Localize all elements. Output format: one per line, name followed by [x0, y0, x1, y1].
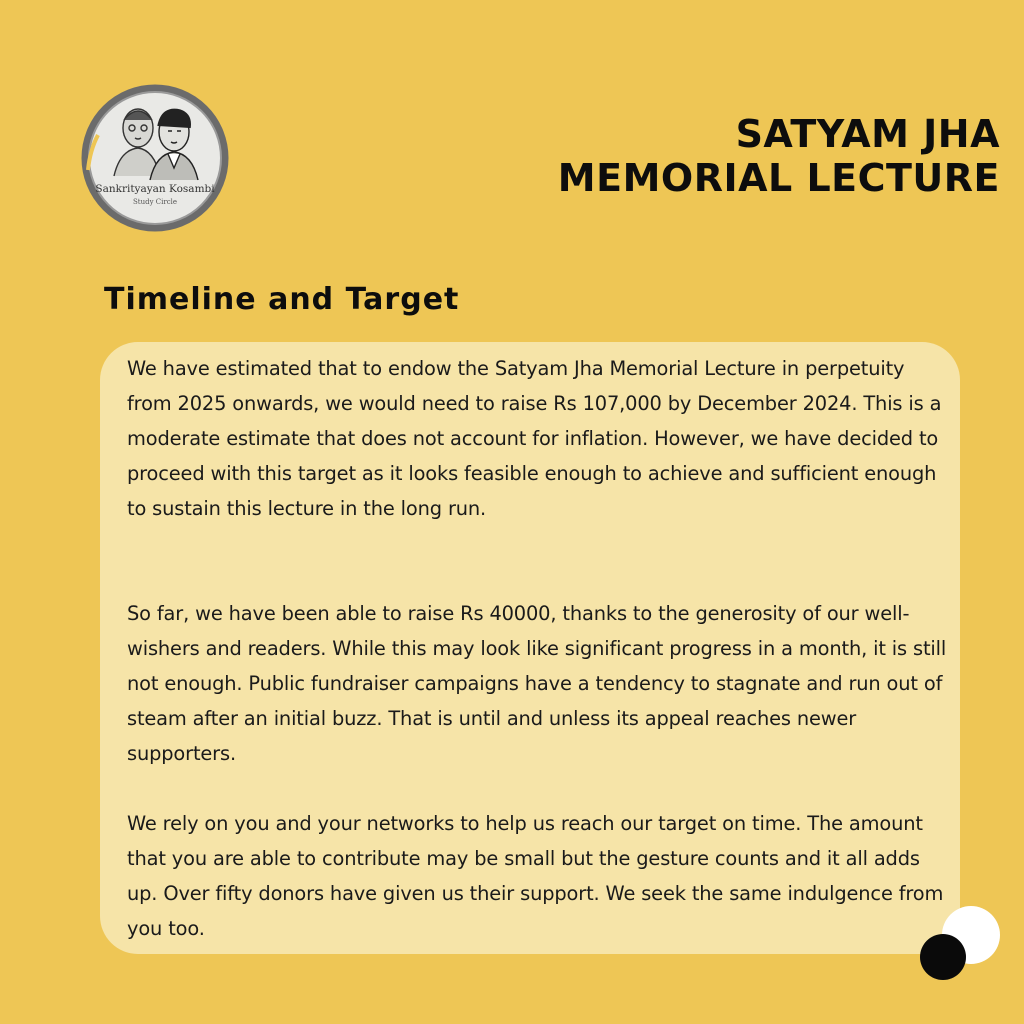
page-title-line1: SATYAM JHA — [735, 112, 1000, 156]
logo-subtext: Study Circle — [132, 198, 178, 206]
logo-text: Sankrityayan Kosambi — [95, 183, 215, 195]
page-title-line2: MEMORIAL LECTURE — [557, 156, 1000, 200]
content-card — [100, 342, 960, 954]
paragraph-progress: So far, we have been able to raise Rs 40000, thanks to the generosity of our well-wishers and readers. While this may look like significant progress in a month, it is still not enough. Public fundraiser campaigns have a tendency to stagnate and run out of steam after an initial buzz. That is until and unless its appeal reaches newer supporters. — [127, 602, 947, 765]
decorative-black-circle — [920, 934, 966, 980]
section-title: Timeline and Target — [104, 282, 460, 317]
paragraph-appeal: We rely on you and your networks to help us reach our target on time. The amount that you are able to contribute may be small but the gesture counts and it all adds up. Over fifty donors have given us their support. We seek the same indulgence from you too. — [127, 812, 944, 940]
page-title — [558, 112, 1000, 200]
paragraph-estimate: We have estimated that to endow the Satyam Jha Memorial Lecture in perpetuity from 2025 onwards, we would need to raise Rs 107,000 by December 2024. This is a moderate estimate that does not account for inflation. However, we have decided to proceed with this target as it looks feasible enough to achieve and sufficient enough to sustain this lecture in the long run. — [127, 357, 942, 520]
study-circle-logo — [80, 80, 230, 235]
portrait-logo-icon — [80, 80, 230, 235]
